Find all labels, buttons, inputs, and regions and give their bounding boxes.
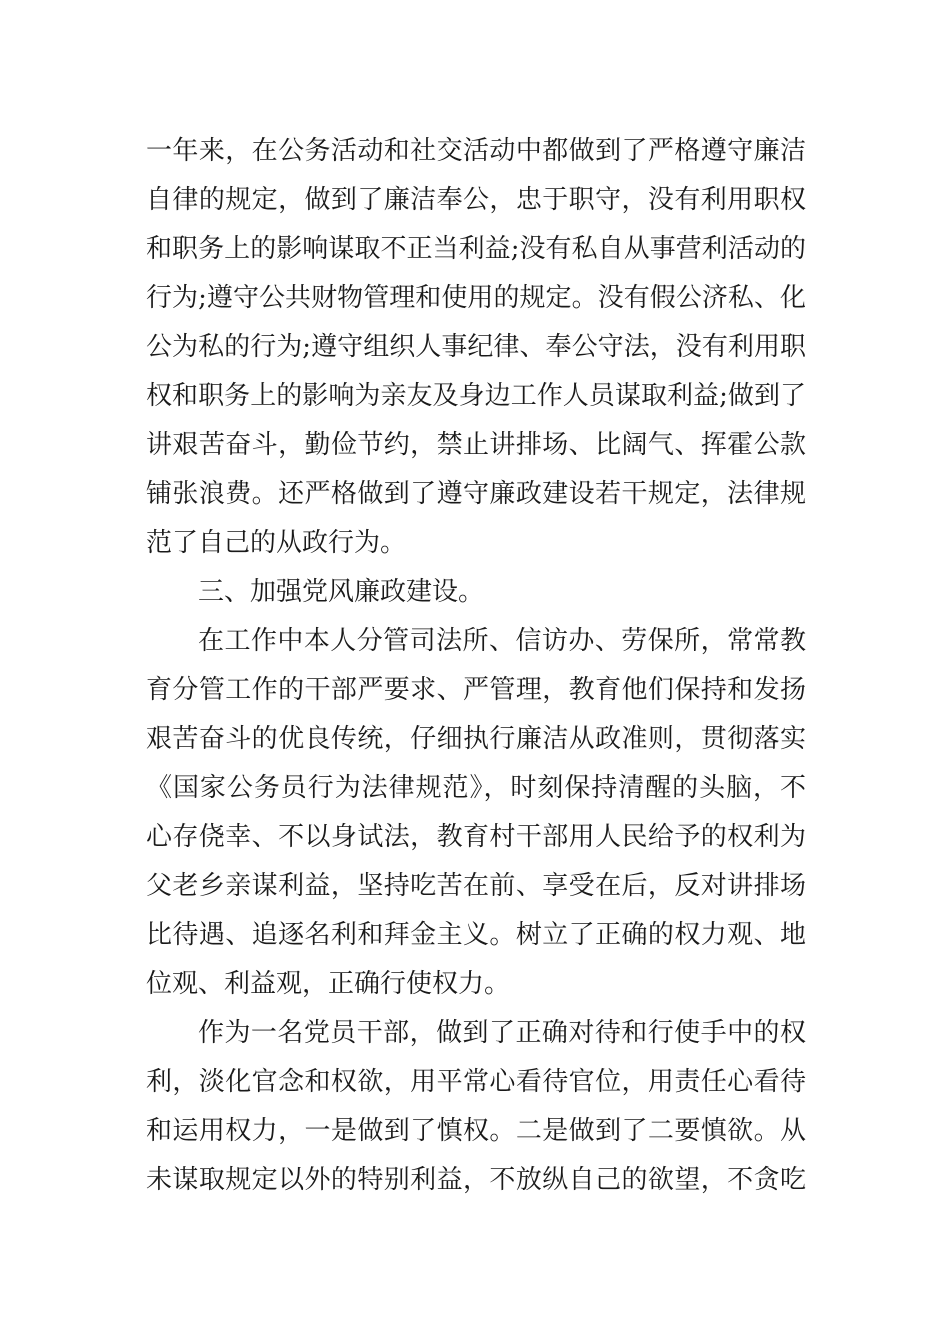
text-line: 未谋取规定以外的特别利益，不放纵自己的欲望，不贪吃 xyxy=(146,1165,806,1195)
text-line: 铺张浪费。还严格做到了遵守廉政建设若干规定，法律规 xyxy=(146,479,806,509)
text-line: 自律的规定，做到了廉洁奉公，忠于职守，没有利用职权 xyxy=(146,185,806,215)
text-line: 在工作中本人分管司法所、信访办、劳保所，常常教 xyxy=(198,626,806,656)
text-line: 位观、利益观，正确行使权力。 xyxy=(146,969,511,999)
paragraph xyxy=(146,568,806,617)
text-line: 范了自己的从政行为。 xyxy=(146,528,407,558)
text-line: 一年来，在公务活动和社交活动中都做到了严格遵守廉洁 xyxy=(146,136,806,166)
paragraph xyxy=(146,617,806,1009)
text-line: 父老乡亲谋利益，坚持吃苦在前、享受在后，反对讲排场 xyxy=(146,871,806,901)
text-line: 三、加强党风廉政建设。 xyxy=(198,577,485,607)
text-line: 行为;遵守公共财物管理和使用的规定。没有假公济私、化 xyxy=(146,283,806,313)
text-line: 育分管工作的干部严要求、严管理，教育他们保持和发扬 xyxy=(146,675,806,705)
paragraph xyxy=(146,1009,806,1205)
text-line: 比待遇、追逐名利和拜金主义。树立了正确的权力观、地 xyxy=(146,920,806,950)
text-line: 利，淡化官念和权欲，用平常心看待官位，用责任心看待 xyxy=(146,1067,806,1097)
paragraph xyxy=(146,127,806,568)
document-body xyxy=(146,127,806,1205)
text-line: 讲艰苦奋斗，勤俭节约，禁止讲排场、比阔气、挥霍公款 xyxy=(146,430,806,460)
text-line: 《国家公务员行为法律规范》，时刻保持清醒的头脑，不 xyxy=(146,773,806,803)
text-line: 艰苦奋斗的优良传统，仔细执行廉洁从政准则，贯彻落实 xyxy=(146,724,806,754)
text-line: 心存侥幸、不以身试法，教育村干部用人民给予的权利为 xyxy=(146,822,806,852)
text-line: 和运用权力，一是做到了慎权。二是做到了二要慎欲。从 xyxy=(146,1116,806,1146)
text-line: 作为一名党员干部，做到了正确对待和行使手中的权 xyxy=(198,1018,806,1048)
text-line: 权和职务上的影响为亲友及身边工作人员谋取利益;做到了 xyxy=(146,381,806,411)
text-line: 和职务上的影响谋取不正当利益;没有私自从事营利活动的 xyxy=(146,234,806,264)
text-line: 公为私的行为;遵守组织人事纪律、奉公守法，没有利用职 xyxy=(146,332,806,362)
